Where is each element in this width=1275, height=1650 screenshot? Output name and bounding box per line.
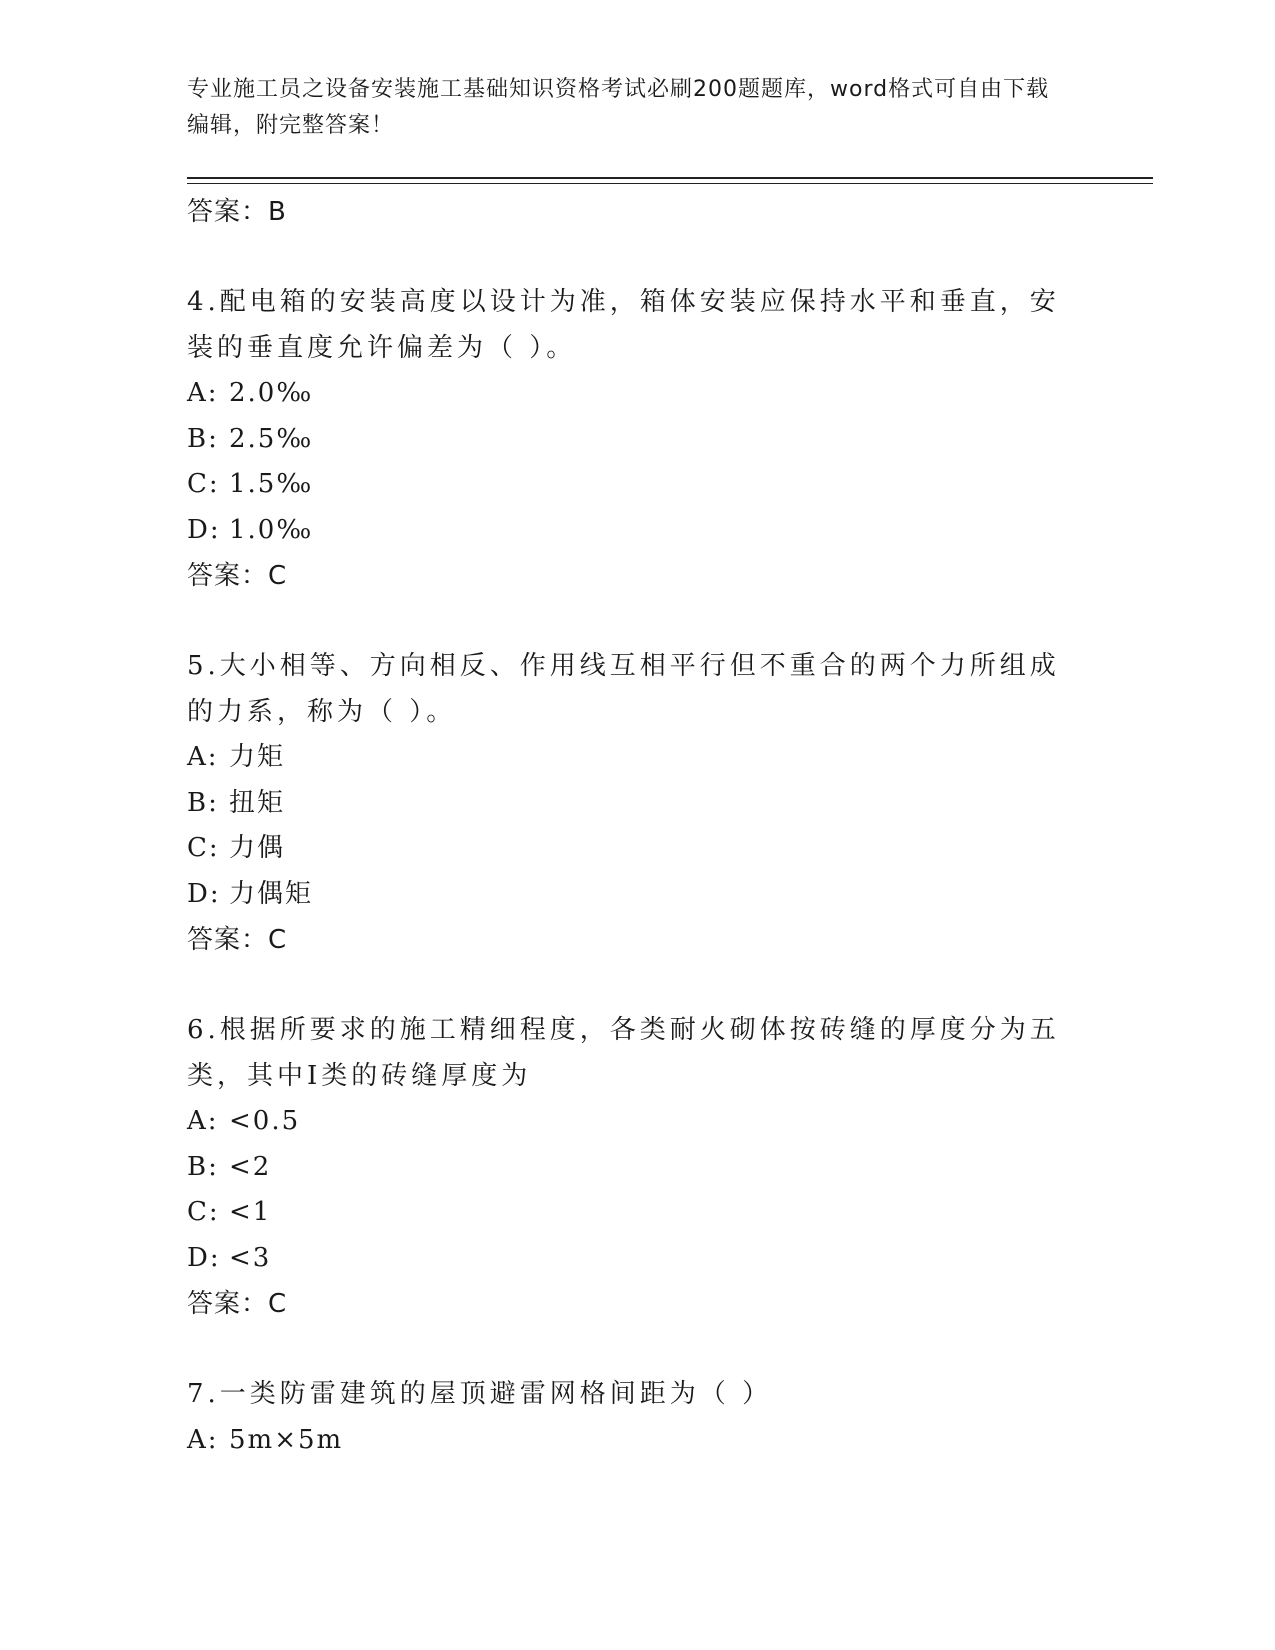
option-key: D: [187,514,221,545]
header-rule [187,177,1153,179]
option-a [187,1099,1087,1145]
option-key: A: [187,378,219,408]
option-text: <3 [229,1242,272,1273]
option-c [187,1190,1087,1236]
option-a [187,1418,1087,1464]
option-key: C: [187,469,220,499]
option-key: B: [187,423,219,454]
option-text: 1.0‰ [229,514,314,545]
option-key: B: [187,787,219,818]
question-stem: 5.大小相等、方向相反、作用线互相平行但不重合的两个力所组成的力系，称为（ ）。 [187,651,1060,727]
question-6 [187,1008,1087,1327]
option-b [187,781,1087,827]
answer-line: 答案：C [187,925,288,955]
option-b [187,417,1087,463]
option-text: <2 [229,1151,272,1182]
option-text: 5m×5m [229,1424,344,1455]
option-text: <1 [229,1197,272,1227]
option-key: C: [187,833,220,863]
option-text: 力偶 [229,833,286,863]
option-d [187,1236,1087,1282]
option-text: 扭矩 [229,787,286,818]
option-text: 力矩 [229,742,286,772]
answer-line: 答案：C [187,1289,288,1319]
question-7 [187,1372,1087,1463]
option-key: D: [187,1242,221,1273]
header-rule-thin [187,183,1153,184]
answer-line: 答案：B [187,197,287,227]
question-stem: 6.根据所要求的施工精细程度，各类耐火砌体按砖缝的厚度分为五类，其中Ⅰ类的砖缝厚度为 [187,1015,1060,1091]
option-key: A: [187,742,219,772]
option-b [187,1145,1087,1191]
option-a [187,371,1087,417]
option-text: 力偶矩 [229,878,314,909]
option-text: 2.0‰ [229,378,314,408]
option-d [187,508,1087,554]
option-key: D: [187,878,221,909]
option-c [187,462,1087,508]
option-key: A: [187,1106,219,1136]
option-text: <0.5 [229,1106,301,1136]
option-key: C: [187,1197,220,1227]
question-list [187,189,1087,1463]
option-text: 2.5‰ [229,423,314,454]
option-d [187,872,1087,918]
option-a [187,735,1087,781]
question-4 [187,280,1087,599]
question-5 [187,644,1087,963]
option-c [187,826,1087,872]
option-key: B: [187,1151,219,1182]
question-stem: 7.一类防雷建筑的屋顶避雷网格间距为（ ） [187,1379,773,1409]
answer-line: 答案：C [187,561,288,591]
option-text: 1.5‰ [229,469,314,499]
question-stem: 4.配电箱的安装高度以设计为准，箱体安装应保持水平和垂直，安装的垂直度允许偏差为（ ）。 [187,287,1060,363]
option-key: A: [187,1424,219,1455]
document-header: 专业施工员之设备安装施工基础知识资格考试必刷200题题库，word格式可自由下载编辑，附完整答案！ [187,77,1050,138]
